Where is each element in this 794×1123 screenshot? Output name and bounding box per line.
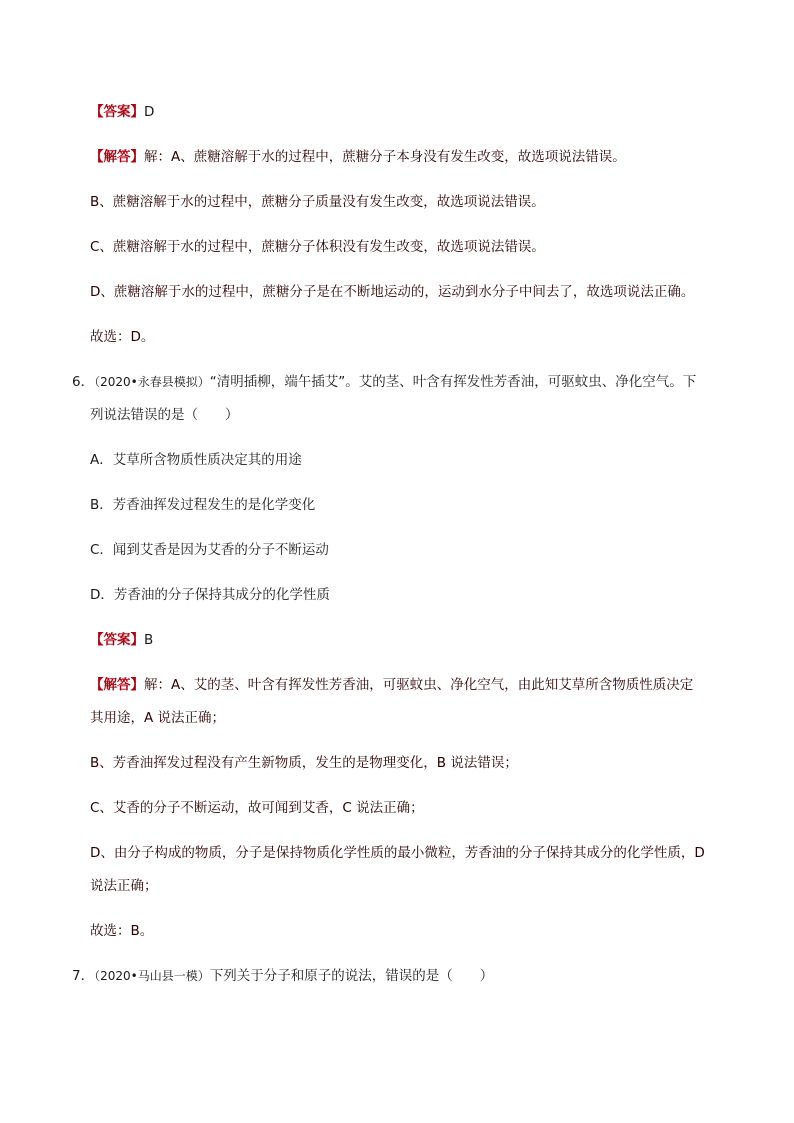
q6-analysis-label: 【解答】 [90, 677, 144, 693]
q6-analysis-line-6: 说法正确； [90, 878, 158, 894]
q6-answer-label: 【答案】 [90, 632, 144, 648]
q5-analysis-label: 【解答】 [90, 149, 144, 165]
q7-stem-line-1 [72, 966, 493, 986]
q6-option-a: A．艾草所含物质性质决定其的用途 [90, 452, 302, 468]
q5-answer-label: 【答案】 [90, 104, 144, 120]
q6-option-c: C．闻到艾香是因为艾香的分子不断运动 [90, 542, 329, 558]
q6-answer-value: B [144, 632, 154, 648]
q7-source: （2020•马山县一模） [94, 969, 210, 983]
q6-analysis-line-3: B、芳香油挥发过程没有产生新物质，发生的是物理变化，B 说法错误； [90, 755, 518, 771]
q6-option-b: B．芳香油挥发过程发生的是化学变化 [90, 497, 316, 513]
q6-source: （2020•永春县模拟） [94, 375, 210, 389]
q5-analysis-line-4: D、蔗糖溶解于水的过程中，蔗糖分子是在不断地运动的，运动到水分子中间去了，故选项说法正确。 [90, 284, 695, 300]
q5-analysis-line-5: 故选：D。 [90, 329, 155, 345]
q7-stem-text: 下列关于分子和原子的说法，错误的是（ ） [209, 968, 494, 984]
q6-stem-line-1 [72, 372, 696, 392]
q5-analysis-line-1 [90, 147, 626, 167]
q5-answer-value: D [144, 104, 155, 120]
q6-stem-text: “清明插柳，端午插艾”。艾的茎、叶含有挥发性芳香油，可驱蚊虫、净化空气。下 [209, 374, 697, 390]
q6-analysis-text: 解：A、艾的茎、叶含有挥发性芳香油，可驱蚊虫、净化空气，由此知艾草所含物质性质决定 [144, 677, 694, 693]
q6-analysis-line-2: 其用途，A 说法正确； [90, 710, 226, 726]
q6-analysis-line-4: C、艾香的分子不断运动，故可闻到艾香，C 说法正确； [90, 800, 424, 816]
q6-analysis-line-7: 故选：B。 [90, 923, 154, 939]
q6-stem-line-2: 列说法错误的是（ ） [90, 407, 239, 423]
q5-analysis-line-2: B、蔗糖溶解于水的过程中，蔗糖分子质量没有发生改变，故选项说法错误。 [90, 194, 545, 210]
q7-number: 7． [72, 968, 95, 984]
q5-analysis-line-3: C、蔗糖溶解于水的过程中，蔗糖分子体积没有发生改变，故选项说法错误。 [90, 239, 545, 255]
q5-analysis-text: 解：A、蔗糖溶解于水的过程中，蔗糖分子本身没有发生改变，故选项说法错误。 [144, 149, 626, 165]
q5-answer-line [90, 102, 154, 122]
q6-analysis-line-5: D、由分子构成的物质，分子是保持物质化学性质的最小微粒，芳香油的分子保持其成分的化学性质，D [90, 845, 705, 861]
q6-analysis-line-1 [90, 675, 693, 695]
q6-answer-line [90, 630, 153, 650]
q6-option-d: D．芳香油的分子保持其成分的化学性质 [90, 587, 330, 603]
q6-number: 6． [72, 374, 95, 390]
